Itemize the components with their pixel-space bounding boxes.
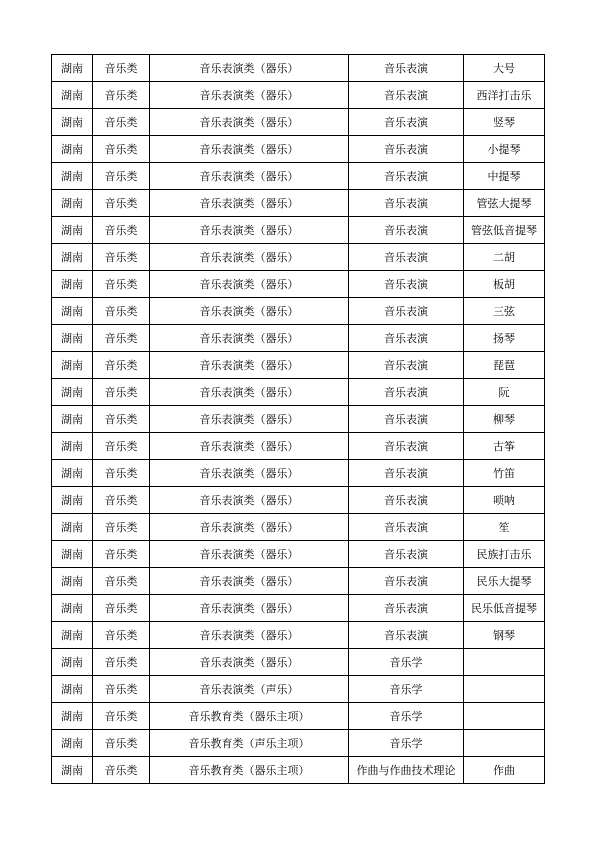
province-cell: 湖南 [52,406,93,433]
major-cell: 音乐表演 [349,298,464,325]
major-cell: 音乐学 [349,676,464,703]
province-cell: 湖南 [52,433,93,460]
exam-subject-cell: 音乐表演类（器乐） [150,82,349,109]
province-cell: 湖南 [52,460,93,487]
table-row [52,730,545,757]
table-row [52,757,545,784]
table-row [52,217,545,244]
category-cell: 音乐类 [93,271,150,298]
exam-subject-cell: 音乐表演类（器乐） [150,514,349,541]
exam-subject-cell: 音乐表演类（器乐） [150,622,349,649]
category-cell: 音乐类 [93,379,150,406]
exam-subject-cell: 音乐表演类（器乐） [150,460,349,487]
table-row [52,649,545,676]
table-row [52,163,545,190]
exam-subject-cell: 音乐表演类（器乐） [150,595,349,622]
major-cell: 音乐表演 [349,379,464,406]
exam-subject-cell: 音乐表演类（器乐） [150,298,349,325]
major-cell: 音乐表演 [349,487,464,514]
major-cell: 音乐表演 [349,82,464,109]
category-cell: 音乐类 [93,352,150,379]
province-cell: 湖南 [52,676,93,703]
province-cell: 湖南 [52,595,93,622]
major-cell: 音乐表演 [349,595,464,622]
province-cell: 湖南 [52,298,93,325]
category-cell: 音乐类 [93,298,150,325]
direction-cell [464,730,545,757]
category-cell: 音乐类 [93,406,150,433]
table-row [52,190,545,217]
province-cell: 湖南 [52,379,93,406]
table-row [52,622,545,649]
category-cell: 音乐类 [93,703,150,730]
exam-subject-cell: 音乐表演类（器乐） [150,379,349,406]
table-row [52,703,545,730]
province-cell: 湖南 [52,568,93,595]
direction-cell: 笙 [464,514,545,541]
exam-subject-cell: 音乐表演类（器乐） [150,649,349,676]
direction-cell: 中提琴 [464,163,545,190]
direction-cell: 古筝 [464,433,545,460]
direction-cell: 唢呐 [464,487,545,514]
direction-cell: 民乐低音提琴 [464,595,545,622]
category-cell: 音乐类 [93,433,150,460]
category-cell: 音乐类 [93,541,150,568]
admissions-table [51,54,545,784]
direction-cell: 管弦低音提琴 [464,217,545,244]
category-cell: 音乐类 [93,109,150,136]
category-cell: 音乐类 [93,55,150,82]
direction-cell: 竖琴 [464,109,545,136]
province-cell: 湖南 [52,541,93,568]
table-row [52,244,545,271]
major-cell: 音乐表演 [349,163,464,190]
category-cell: 音乐类 [93,460,150,487]
direction-cell: 大号 [464,55,545,82]
exam-subject-cell: 音乐表演类（器乐） [150,55,349,82]
exam-subject-cell: 音乐表演类（器乐） [150,190,349,217]
major-cell: 音乐学 [349,703,464,730]
exam-subject-cell: 音乐表演类（器乐） [150,244,349,271]
province-cell: 湖南 [52,55,93,82]
category-cell: 音乐类 [93,649,150,676]
province-cell: 湖南 [52,217,93,244]
major-cell: 音乐表演 [349,406,464,433]
direction-cell: 板胡 [464,271,545,298]
direction-cell: 琵琶 [464,352,545,379]
category-cell: 音乐类 [93,568,150,595]
direction-cell: 作曲 [464,757,545,784]
exam-subject-cell: 音乐表演类（器乐） [150,109,349,136]
category-cell: 音乐类 [93,595,150,622]
table-row [52,676,545,703]
major-cell: 音乐表演 [349,244,464,271]
major-cell: 音乐表演 [349,109,464,136]
table-row [52,55,545,82]
table-row [52,379,545,406]
exam-subject-cell: 音乐表演类（声乐） [150,676,349,703]
province-cell: 湖南 [52,514,93,541]
exam-subject-cell: 音乐表演类（器乐） [150,541,349,568]
province-cell: 湖南 [52,190,93,217]
table-row [52,460,545,487]
major-cell: 音乐表演 [349,217,464,244]
direction-cell: 柳琴 [464,406,545,433]
province-cell: 湖南 [52,757,93,784]
exam-subject-cell: 音乐教育类（器乐主项） [150,757,349,784]
major-cell: 音乐表演 [349,622,464,649]
direction-cell: 管弦大提琴 [464,190,545,217]
exam-subject-cell: 音乐表演类（器乐） [150,433,349,460]
major-cell: 作曲与作曲技术理论 [349,757,464,784]
province-cell: 湖南 [52,325,93,352]
province-cell: 湖南 [52,352,93,379]
category-cell: 音乐类 [93,163,150,190]
province-cell: 湖南 [52,487,93,514]
province-cell: 湖南 [52,163,93,190]
province-cell: 湖南 [52,82,93,109]
category-cell: 音乐类 [93,622,150,649]
province-cell: 湖南 [52,271,93,298]
direction-cell: 民族打击乐 [464,541,545,568]
table-row [52,271,545,298]
direction-cell: 西洋打击乐 [464,82,545,109]
table-row [52,352,545,379]
exam-subject-cell: 音乐表演类（器乐） [150,271,349,298]
major-cell: 音乐表演 [349,433,464,460]
major-cell: 音乐表演 [349,541,464,568]
exam-subject-cell: 音乐表演类（器乐） [150,568,349,595]
direction-cell: 阮 [464,379,545,406]
major-cell: 音乐表演 [349,271,464,298]
province-cell: 湖南 [52,703,93,730]
category-cell: 音乐类 [93,136,150,163]
category-cell: 音乐类 [93,730,150,757]
exam-subject-cell: 音乐表演类（器乐） [150,136,349,163]
table-row [52,433,545,460]
table-row [52,325,545,352]
category-cell: 音乐类 [93,217,150,244]
province-cell: 湖南 [52,136,93,163]
major-cell: 音乐表演 [349,136,464,163]
table-row [52,136,545,163]
category-cell: 音乐类 [93,487,150,514]
province-cell: 湖南 [52,649,93,676]
exam-subject-cell: 音乐表演类（器乐） [150,352,349,379]
category-cell: 音乐类 [93,514,150,541]
table-row [52,568,545,595]
major-cell: 音乐表演 [349,190,464,217]
direction-cell [464,703,545,730]
exam-subject-cell: 音乐教育类（声乐主项） [150,730,349,757]
major-cell: 音乐表演 [349,325,464,352]
province-cell: 湖南 [52,730,93,757]
direction-cell [464,649,545,676]
major-cell: 音乐表演 [349,352,464,379]
major-cell: 音乐表演 [349,460,464,487]
direction-cell: 钢琴 [464,622,545,649]
province-cell: 湖南 [52,622,93,649]
category-cell: 音乐类 [93,244,150,271]
direction-cell: 竹笛 [464,460,545,487]
direction-cell: 二胡 [464,244,545,271]
province-cell: 湖南 [52,109,93,136]
direction-cell: 民乐大提琴 [464,568,545,595]
table-row [52,514,545,541]
table-row [52,406,545,433]
category-cell: 音乐类 [93,190,150,217]
major-cell: 音乐表演 [349,568,464,595]
table-body [52,55,545,784]
table-row [52,82,545,109]
major-cell: 音乐表演 [349,55,464,82]
exam-subject-cell: 音乐表演类（器乐） [150,487,349,514]
table-row [52,298,545,325]
table-row [52,541,545,568]
exam-subject-cell: 音乐表演类（器乐） [150,325,349,352]
direction-cell: 小提琴 [464,136,545,163]
major-cell: 音乐学 [349,649,464,676]
province-cell: 湖南 [52,244,93,271]
direction-cell [464,676,545,703]
exam-subject-cell: 音乐表演类（器乐） [150,406,349,433]
table-row [52,487,545,514]
category-cell: 音乐类 [93,325,150,352]
major-cell: 音乐学 [349,730,464,757]
table-row [52,595,545,622]
category-cell: 音乐类 [93,676,150,703]
exam-subject-cell: 音乐表演类（器乐） [150,217,349,244]
category-cell: 音乐类 [93,82,150,109]
direction-cell: 扬琴 [464,325,545,352]
exam-subject-cell: 音乐表演类（器乐） [150,163,349,190]
major-cell: 音乐表演 [349,514,464,541]
category-cell: 音乐类 [93,757,150,784]
exam-subject-cell: 音乐教育类（器乐主项） [150,703,349,730]
direction-cell: 三弦 [464,298,545,325]
table-row [52,109,545,136]
